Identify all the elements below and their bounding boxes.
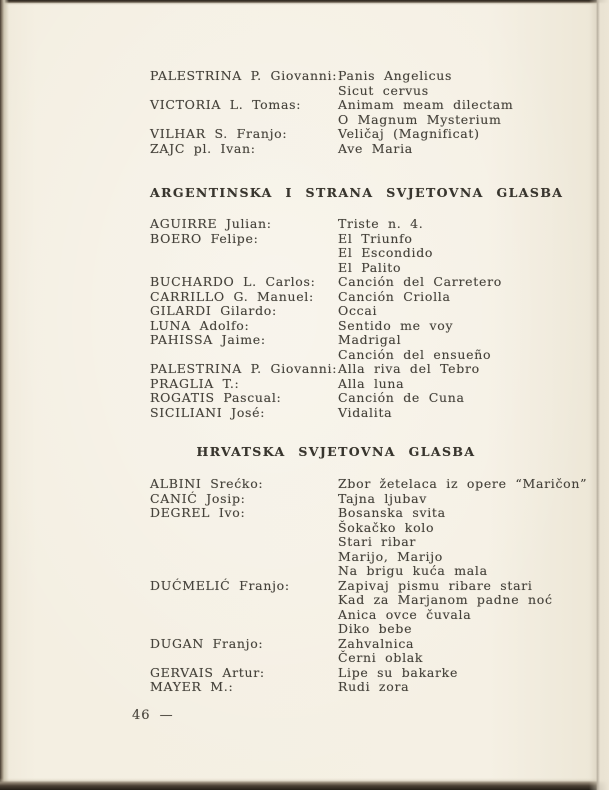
composer-name: DUĆMELIĆ Franjo: [150,577,290,593]
section-hrvatska-entries [0,477,603,695]
work-title: Canción del Carretero [338,274,502,289]
catalog-row [0,217,603,232]
catalog-row [0,333,603,348]
work-title: Sicut cervus [338,82,429,98]
composer-name [150,348,338,363]
catalog-row [0,550,603,565]
composer-name [150,246,338,261]
catalog-row [0,622,603,637]
catalog-row [0,69,603,84]
composer-name: LUNA Adolfo: [150,317,250,333]
composer-name: ZAJC pl. Ivan: [150,140,256,156]
catalog-row [0,637,603,652]
catalog-row [0,506,603,521]
work-title: Marijo, Marijo [338,548,443,564]
catalog-row [0,348,603,363]
composer-name [150,535,338,550]
catalog-row [0,275,603,290]
composer-name: VILHAR S. Franjo: [150,126,288,141]
composer-name: BUCHARDO L. Carlos: [150,274,316,289]
composer-name: AGUIRRE Julian: [150,216,272,231]
catalog-row [0,142,603,157]
composer-name [150,261,338,276]
work-title: Panis Angelicus [338,68,453,83]
section-sacred-works-continued [0,69,603,156]
catalog-row [0,608,603,623]
work-title: Alla riva del Tebro [338,361,480,376]
work-title: Černi oblak [338,650,424,665]
work-title: Zbor žetelaca iz opere “Maričon” [338,476,588,491]
catalog-row [0,362,603,377]
work-title: Madrigal [338,332,402,347]
work-title: Vidalita [338,404,393,420]
work-title: Alla luna [338,375,405,391]
composer-name [150,622,338,637]
catalog-row [0,406,603,421]
work-title: Triste n. 4. [338,216,424,231]
composer-name: GILARDI Gilardo: [150,303,277,318]
work-title: Diko bebe [338,621,413,636]
catalog-row [0,535,603,550]
composer-name: PALESTRINA P. Giovanni: [150,361,338,376]
composer-name: MAYER M.: [150,679,234,694]
work-title: El Triunfo [338,230,413,246]
composer-name: PALESTRINA P. Giovanni: [150,68,338,83]
catalog-row [0,290,603,305]
work-title: Anica ovce čuvala [338,606,472,622]
work-title: Stari ribar [338,534,417,549]
catalog-row [0,579,603,594]
work-title: Rudi zora [338,679,410,694]
work-title: El Palito [338,259,402,275]
composer-name: GERVAIS Artur: [150,664,265,680]
work-title: Kad za Marjanom padne noć [338,592,553,607]
section-heading-hrvatska: HRVATSKA SVJETOVNA GLASBA [196,444,476,459]
composer-name [150,113,338,128]
work-title: Bosanska svita [338,505,446,520]
composer-name [150,651,338,666]
catalog-row [0,246,603,261]
catalog-row [0,84,603,99]
composer-name [150,550,338,565]
composer-name: SICILIANI José: [150,404,266,420]
work-title: Sentido me voy [338,317,454,333]
catalog-row [0,666,603,681]
work-title: Na brigu kuća mala [338,563,488,578]
work-title: O Magnum Mysterium [338,111,502,127]
composer-name [150,593,338,608]
catalog-row [0,477,603,492]
composer-name: ALBINI Srećko: [150,476,264,491]
catalog-row [0,680,603,695]
composer-name: CANIĆ Josip: [150,490,246,506]
catalog-row [0,113,603,128]
composer-name: PAHISSA Jaime: [150,332,266,347]
work-title: Occai [338,303,378,318]
composer-name [150,84,338,99]
work-title: Zahvalnica [338,635,415,651]
composer-name: VICTORIA L. Tomas: [150,97,302,112]
composer-name: DUGAN Franjo: [150,635,264,651]
catalog-row [0,98,603,113]
composer-name: ROGATIS Pascual: [150,390,282,405]
composer-name: DEGREL Ivo: [150,505,246,520]
catalog-row [0,232,603,247]
catalog-row [0,261,603,276]
composer-name [150,608,338,623]
composer-name: CARRILLO G. Manuel: [150,288,314,304]
catalog-row [0,319,603,334]
catalog-row [0,593,603,608]
work-title: Canción Criolla [338,288,451,304]
catalog-row [0,391,603,406]
work-title: Veličaj (Magnificat) [338,126,480,141]
composer-name: PRAGLIA T.: [150,375,240,391]
catalog-row [0,651,603,666]
catalog-row [0,377,603,392]
work-title: Animam meam dilectam [338,97,514,112]
catalog-row [0,127,603,142]
section-argentinska-entries [0,217,603,420]
page-number: 46 — [132,708,174,723]
work-title: El Escondido [338,245,434,260]
work-title: Canción del ensueño [338,346,492,362]
composer-name: BOERO Felipe: [150,230,259,246]
work-title: Ave Maria [338,140,413,156]
catalog-row [0,521,603,536]
work-title: Šokačko kolo [338,519,435,535]
work-title: Lipe su bakarke [338,664,459,680]
work-title: Canción de Cuna [338,390,465,405]
work-title: Zapivaj pismu ribare stari [338,577,533,593]
catalog-row [0,564,603,579]
composer-name [150,564,338,579]
catalog-row [0,492,603,507]
catalog-row [0,304,603,319]
work-title: Tajna ljubav [338,490,428,506]
composer-name [150,521,338,536]
section-heading-argentinska: ARGENTINSKA I STRANA SVJETOVNA GLASBA [150,185,564,200]
